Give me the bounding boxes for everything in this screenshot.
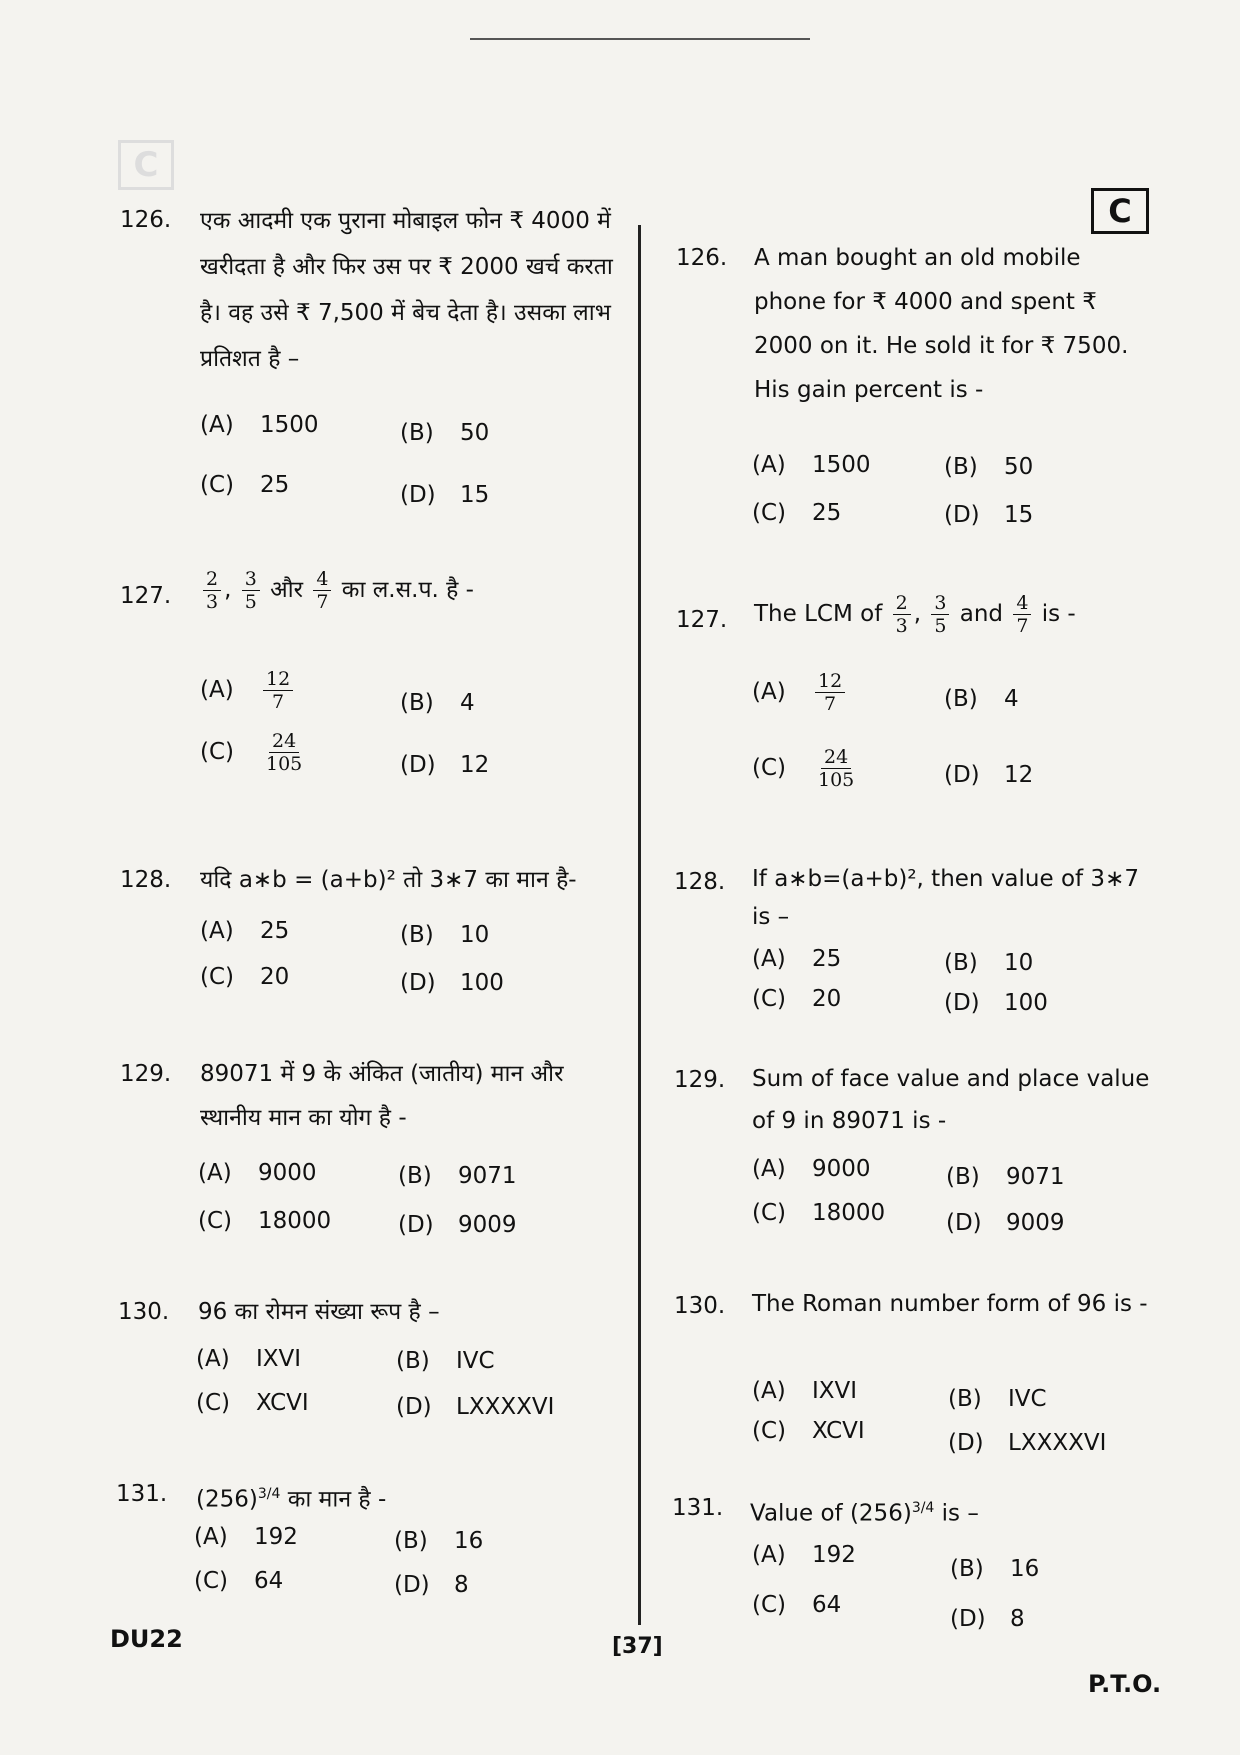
option-label: (C) <box>752 1592 787 1618</box>
option-c[interactable] <box>200 730 308 775</box>
question-text: 89071 में 9 के अंकित (जातीय) मान और स्थानीय मान का योग है - <box>200 1061 564 1131</box>
option-c[interactable] <box>196 1390 309 1416</box>
option-label: (C) <box>752 1200 787 1226</box>
denominator: 7 <box>824 693 837 715</box>
question-number: 131. <box>116 1481 168 1507</box>
option-label: (C) <box>198 1208 233 1234</box>
option-label: (C) <box>196 1390 231 1416</box>
please-turn-over: P.T.O. <box>1088 1670 1162 1698</box>
option-c[interactable] <box>752 1592 841 1618</box>
fraction <box>242 568 260 613</box>
option-label: (D) <box>944 762 980 788</box>
option-b[interactable] <box>400 420 489 446</box>
option-value: 64 <box>812 1592 842 1618</box>
option-d[interactable] <box>948 1430 1106 1456</box>
option-value: 20 <box>260 964 290 990</box>
option-label: (B) <box>400 420 434 446</box>
option-label: (D) <box>946 1210 982 1236</box>
option-value: 8 <box>1010 1606 1025 1632</box>
option-value: 15 <box>460 482 490 508</box>
option-a[interactable] <box>752 1378 857 1404</box>
option-label: (B) <box>950 1556 984 1582</box>
option-value: 50 <box>1004 454 1034 480</box>
option-b[interactable] <box>946 1164 1065 1190</box>
option-value: 64 <box>254 1568 284 1594</box>
option-label: (B) <box>948 1386 982 1412</box>
option-label: (B) <box>394 1528 428 1554</box>
option-d[interactable] <box>950 1606 1025 1632</box>
option-b[interactable] <box>398 1163 517 1189</box>
option-label: (A) <box>752 946 786 972</box>
option-a[interactable] <box>752 1542 856 1568</box>
question-text: A man bought an old mobile phone for ₹ 4000 and spent ₹ 2000 on it. He sold it for ₹ 7500. His gain percent is - <box>754 245 1129 403</box>
option-d[interactable] <box>400 482 489 508</box>
option-c[interactable] <box>752 1418 865 1444</box>
question-text: If a∗b=(a+b)², then value of 3∗7 is – <box>752 866 1139 930</box>
option-label: (A) <box>752 1542 786 1568</box>
option-d[interactable] <box>946 1210 1065 1236</box>
option-label: (D) <box>400 482 436 508</box>
option-d[interactable] <box>400 752 489 778</box>
fraction <box>815 670 845 715</box>
option-value: 16 <box>454 1528 484 1554</box>
denominator: 7 <box>316 591 329 613</box>
numerator: 12 <box>263 668 293 691</box>
option-value: 25 <box>812 500 842 526</box>
option-value: IXVI <box>256 1346 302 1372</box>
option-value: IVC <box>1008 1386 1047 1412</box>
option-label: (A) <box>752 1156 786 1182</box>
option-b[interactable] <box>944 950 1033 976</box>
fraction <box>1013 592 1031 637</box>
denominator: 5 <box>244 591 257 613</box>
denominator: 5 <box>934 615 947 637</box>
question-number: 130. <box>674 1293 726 1319</box>
option-label: (B) <box>946 1164 980 1190</box>
numerator: 24 <box>269 730 299 753</box>
option-b[interactable] <box>396 1348 495 1374</box>
question-number: 128. <box>674 869 726 895</box>
fraction <box>203 568 221 613</box>
option-value: 16 <box>1010 1556 1040 1582</box>
question-text <box>750 1486 1170 1536</box>
denominator: 105 <box>818 769 855 791</box>
option-value: 12 <box>1004 762 1034 788</box>
option-label: (C) <box>200 472 235 498</box>
question-text: The Roman number form of 96 is - <box>752 1291 1148 1317</box>
numerator: 2 <box>203 568 221 591</box>
option-value: IXVI <box>812 1378 858 1404</box>
option-label: (D) <box>950 1606 986 1632</box>
option-value: 8 <box>454 1572 469 1598</box>
option-b[interactable] <box>400 690 475 716</box>
option-d[interactable] <box>944 502 1033 528</box>
option-value: 25 <box>260 472 290 498</box>
option-c[interactable] <box>200 472 289 498</box>
question-text: The LCM of $\frac{2}{3}$ , $\frac{3}{5}$ and $\frac{4}{7}$ is - <box>754 592 1076 637</box>
option-label: (C) <box>752 986 787 1012</box>
option-a[interactable] <box>752 946 841 972</box>
option-a[interactable] <box>752 452 871 478</box>
option-b[interactable] <box>944 454 1033 480</box>
option-value: 9071 <box>458 1163 517 1189</box>
option-d[interactable] <box>398 1212 517 1238</box>
option-c[interactable] <box>194 1568 283 1594</box>
power-exponent: 3/4 <box>257 1486 281 1502</box>
option-label: (A) <box>200 677 234 703</box>
fraction <box>931 592 949 637</box>
option-label: (D) <box>944 502 980 528</box>
option-label: (C) <box>752 1418 787 1444</box>
option-label: (D) <box>948 1430 984 1456</box>
option-b[interactable] <box>950 1556 1039 1582</box>
option-label: (A) <box>752 679 786 705</box>
option-d[interactable] <box>944 762 1033 788</box>
option-value: 9000 <box>812 1156 871 1182</box>
question-tail: is – <box>941 1500 979 1527</box>
option-value: 15 <box>1004 502 1034 528</box>
option-a[interactable] <box>752 670 848 715</box>
option-value: IVC <box>456 1348 495 1374</box>
numerator: 24 <box>821 746 851 769</box>
option-value: 192 <box>812 1542 856 1568</box>
option-label: (D) <box>944 990 980 1016</box>
page-top-rule <box>470 38 810 40</box>
option-value: XCVI <box>256 1390 309 1416</box>
option-label: (D) <box>398 1212 434 1238</box>
power-base: (256) <box>196 1486 258 1513</box>
option-value: 192 <box>254 1524 298 1550</box>
option-c[interactable] <box>198 1208 331 1234</box>
option-b[interactable] <box>394 1528 483 1554</box>
show-through-set-box: C <box>118 140 174 190</box>
option-label: (D) <box>394 1572 430 1598</box>
option-value: 50 <box>460 420 490 446</box>
question-text: एक आदमी एक पुराना मोबाइल फोन ₹ 4000 में खरीदता है और फिर उस पर ₹ 2000 खर्च करता है। वह उसे ₹ 7,500 में बेच देता है। उसका लाभ प्रतिशत है – <box>200 208 613 372</box>
page-number: [37] <box>612 1634 663 1659</box>
option-c[interactable] <box>200 964 289 990</box>
question-head: Value of <box>750 1500 843 1527</box>
option-d[interactable] <box>394 1572 469 1598</box>
option-b[interactable] <box>948 1386 1047 1412</box>
option-value: 25 <box>812 946 842 972</box>
option-value: 100 <box>1004 990 1048 1016</box>
option-label: (B) <box>398 1163 432 1189</box>
denominator: 105 <box>266 753 303 775</box>
question-number: 130. <box>118 1299 170 1325</box>
option-c[interactable] <box>752 1200 885 1226</box>
numerator: 3 <box>242 568 260 591</box>
fraction <box>313 568 331 613</box>
option-value: 25 <box>260 918 290 944</box>
question-number: 131. <box>672 1495 724 1521</box>
option-value: 9009 <box>458 1212 517 1238</box>
question-number: 126. <box>676 245 728 271</box>
option-label: (D) <box>396 1394 432 1420</box>
option-label: (C) <box>200 964 235 990</box>
option-a[interactable] <box>200 668 296 713</box>
question-tail: का मान है - <box>287 1486 387 1513</box>
option-label: (A) <box>752 1378 786 1404</box>
option-label: (B) <box>400 922 434 948</box>
question-tail: is - <box>1041 601 1076 627</box>
fraction <box>893 592 911 637</box>
option-a[interactable] <box>194 1524 298 1550</box>
option-b[interactable] <box>400 922 489 948</box>
power-exponent: 3/4 <box>911 1500 935 1516</box>
question-set-code: C <box>1091 188 1149 234</box>
denominator: 3 <box>895 615 908 637</box>
question-tail: का ल.स.प. है - <box>341 577 474 603</box>
option-value: 12 <box>460 752 490 778</box>
column-divider <box>638 225 641 1625</box>
denominator: 7 <box>272 691 285 713</box>
option-value: 18000 <box>812 1200 886 1226</box>
option-label: (B) <box>944 686 978 712</box>
numerator: 4 <box>313 568 331 591</box>
numerator: 2 <box>893 592 911 615</box>
power-base: (256) <box>849 1500 912 1527</box>
option-value: XCVI <box>812 1418 865 1444</box>
option-value: 1500 <box>260 412 319 438</box>
option-label: (D) <box>400 752 436 778</box>
fraction <box>263 668 293 713</box>
option-d[interactable] <box>944 990 1048 1016</box>
option-d[interactable] <box>396 1394 554 1420</box>
connector-text: and <box>959 601 1004 627</box>
option-label: (A) <box>200 918 234 944</box>
question-number: 129. <box>120 1061 172 1087</box>
option-label: (B) <box>396 1348 430 1374</box>
option-value: 10 <box>1004 950 1034 976</box>
option-value: 100 <box>460 970 504 996</box>
option-label: (C) <box>752 500 787 526</box>
question-number: 126. <box>120 207 172 233</box>
numerator: 12 <box>815 670 845 693</box>
booklet-code: DU22 <box>110 1625 183 1653</box>
option-a[interactable] <box>752 1156 871 1182</box>
question-number: 127. <box>120 583 172 609</box>
option-label: (A) <box>752 452 786 478</box>
numerator: 3 <box>931 592 949 615</box>
option-c[interactable] <box>752 500 841 526</box>
denominator: 3 <box>206 591 219 613</box>
option-label: (C) <box>752 755 787 781</box>
question-number: 129. <box>674 1067 726 1093</box>
question-text: 96 का रोमन संख्या रूप है – <box>198 1299 440 1325</box>
option-value: 10 <box>460 922 490 948</box>
question-number: 127. <box>676 607 728 633</box>
option-label: (B) <box>944 950 978 976</box>
question-text: यदि a∗b = (a+b)² तो 3∗7 का मान है- <box>200 867 577 893</box>
option-a[interactable] <box>200 918 289 944</box>
option-label: (A) <box>194 1524 228 1550</box>
option-value: 18000 <box>258 1208 332 1234</box>
option-c[interactable] <box>752 746 860 791</box>
option-c[interactable] <box>752 986 841 1012</box>
connector-text: और <box>270 577 304 603</box>
option-value: 4 <box>1004 686 1019 712</box>
option-a[interactable] <box>196 1346 301 1372</box>
option-value: 9000 <box>258 1160 317 1186</box>
option-value: 1500 <box>812 452 871 478</box>
option-label: (C) <box>194 1568 229 1594</box>
question-head: The LCM of <box>754 601 883 627</box>
option-value: 20 <box>812 986 842 1012</box>
option-label: (C) <box>200 739 235 765</box>
option-a[interactable] <box>200 412 319 438</box>
question-text: Sum of face value and place value of 9 in 89071 is - <box>752 1066 1150 1134</box>
option-a[interactable] <box>198 1160 317 1186</box>
option-label: (A) <box>196 1346 230 1372</box>
fraction <box>263 730 305 775</box>
option-label: (B) <box>944 454 978 480</box>
option-value: LXXXXVI <box>1008 1430 1107 1456</box>
question-number: 128. <box>120 867 172 893</box>
option-value: 9009 <box>1006 1210 1065 1236</box>
option-value: 9071 <box>1006 1164 1065 1190</box>
option-label: (A) <box>198 1160 232 1186</box>
option-b[interactable] <box>944 686 1019 712</box>
option-value: 4 <box>460 690 475 716</box>
fraction <box>815 746 857 791</box>
question-text: $\frac{2}{3}$ , $\frac{3}{5}$ और $\frac{4}{7}$ का ल.स.प. है - <box>200 568 610 613</box>
option-label: (B) <box>400 690 434 716</box>
numerator: 4 <box>1013 592 1031 615</box>
denominator: 7 <box>1016 615 1029 637</box>
option-label: (A) <box>200 412 234 438</box>
option-value: LXXXXVI <box>456 1394 555 1420</box>
option-d[interactable] <box>400 970 504 996</box>
option-label: (D) <box>400 970 436 996</box>
question-text <box>196 1472 606 1522</box>
